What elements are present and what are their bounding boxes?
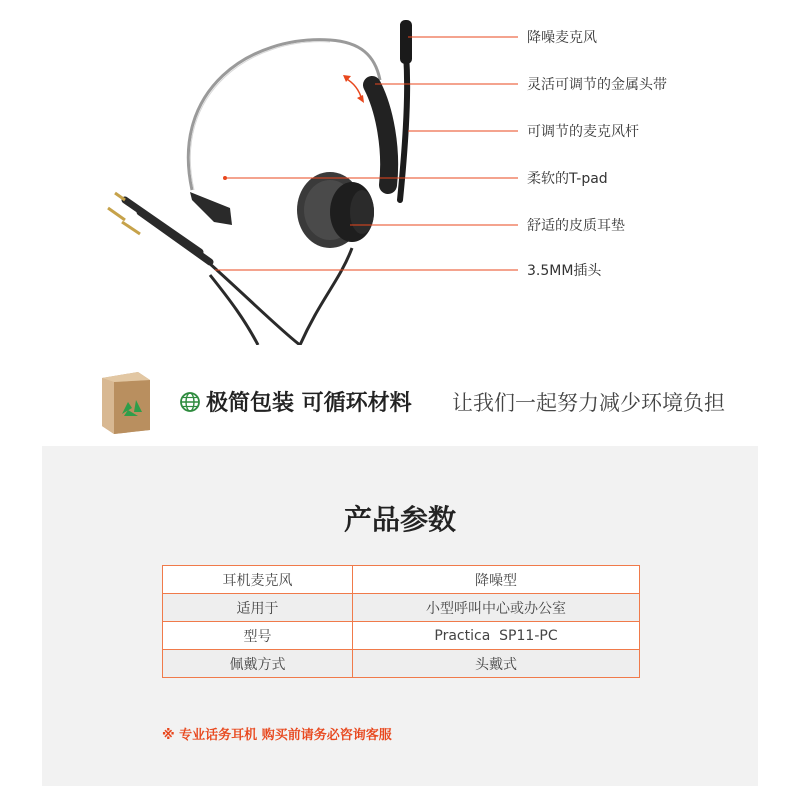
headset-illustration [0, 0, 800, 345]
spec-title: 产品参数 [343, 503, 456, 536]
table-row [163, 622, 640, 650]
spec-value: Practica SP11-PC [353, 622, 640, 650]
eco-title: 极简包装 可循环材料 [206, 391, 412, 416]
table-row [163, 650, 640, 678]
spec-key: 耳机麦克风 [163, 566, 353, 594]
callout-metal-headband: 灵活可调节的金属头带 [527, 77, 667, 93]
globe-icon [180, 392, 200, 412]
recycle-box-icon [98, 368, 154, 434]
table-row [163, 566, 640, 594]
spec-table [162, 565, 640, 678]
callout-ear-cushion: 舒适的皮质耳垫 [527, 218, 625, 234]
spec-key: 佩戴方式 [163, 650, 353, 678]
product-hero [0, 0, 800, 345]
callout-noise-cancel-mic: 降噪麦克风 [527, 30, 597, 46]
spec-value: 降噪型 [353, 566, 640, 594]
spec-key: 型号 [163, 622, 353, 650]
spec-value: 头戴式 [353, 650, 640, 678]
callout-plug: 3.5MM插头 [527, 263, 602, 279]
spec-value: 小型呼叫中心或办公室 [353, 594, 640, 622]
consult-note: ※ 专业话务耳机 购买前请务必咨询客服 [162, 728, 392, 743]
callout-mic-boom: 可调节的麦克风杆 [527, 124, 639, 140]
eco-subtitle: 让我们一起努力减少环境负担 [452, 391, 725, 415]
table-row [163, 594, 640, 622]
callout-t-pad: 柔软的T-pad [527, 171, 608, 187]
spec-key: 适用于 [163, 594, 353, 622]
